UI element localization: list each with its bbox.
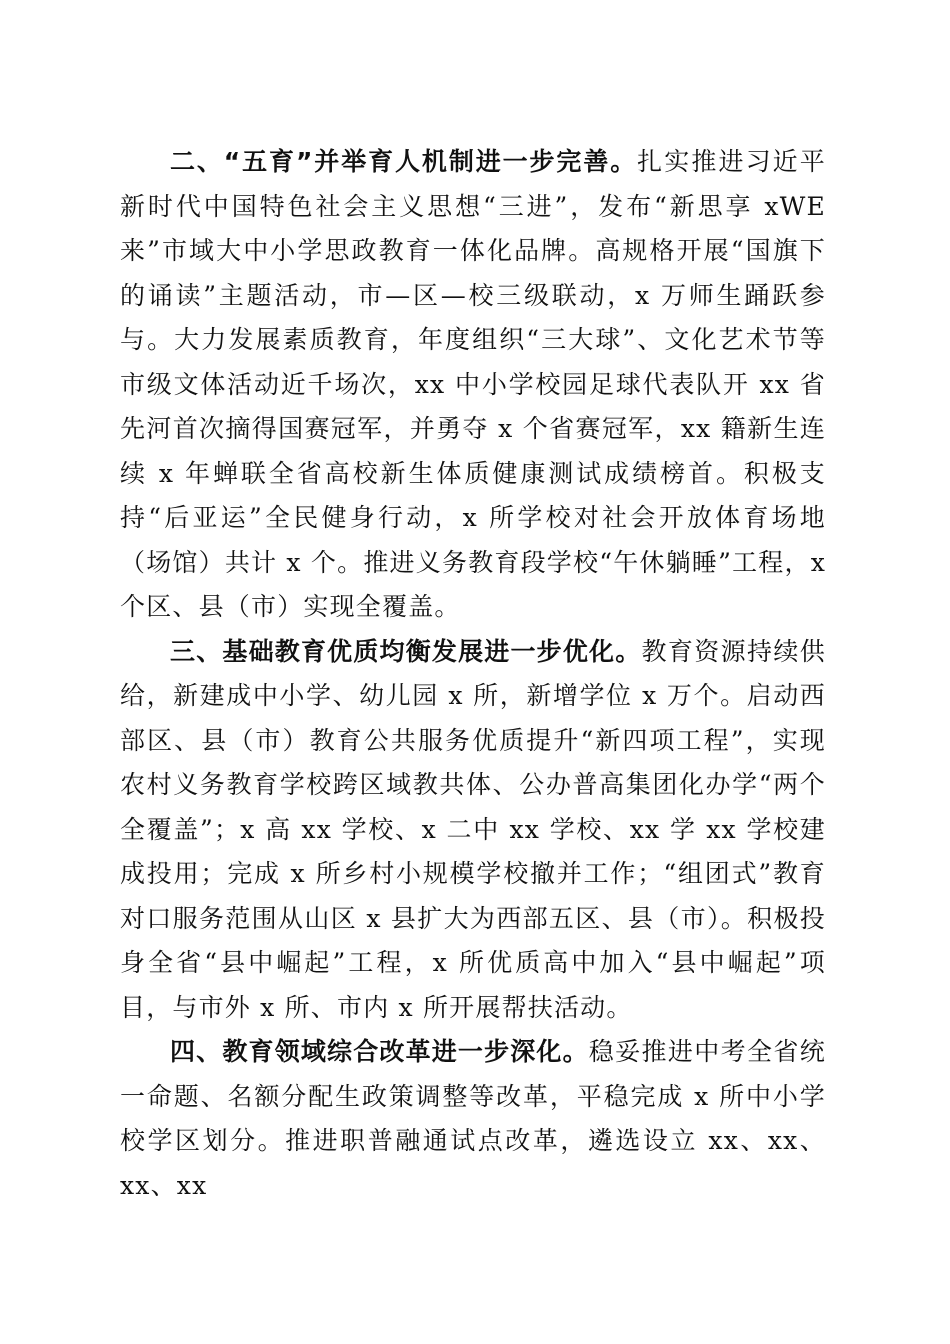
document-body xyxy=(120,140,826,1208)
paragraph-heading: 三、基础教育优质均衡发展进一步优化。 xyxy=(170,636,642,666)
paragraph-reform xyxy=(120,1030,826,1208)
paragraph-heading: 二、“五育”并举育人机制进一步完善。 xyxy=(170,147,638,176)
paragraph-text: 扎实推进习近平新时代中国特色社会主义思想“三进”，发布“新思享 xWE 来”市域大中小学思政教育一体化品牌。高规格开展“国旗下的诵读”主题活动，市—区—校三级联动，x 万师生踊跃参与。大力发展素质教育，年度组织“三大球”、文化艺术节等市级文体活动近千场次，xx 中小学校园足球代表队开 xx 省先河首次摘得国赛冠军，并勇夺 x 个省赛冠军，xx 籍新生连续 x 年蝉联全省高校新生体质健康测试成绩榜首。积极支持“后亚运”全民健身行动，x 所学校对社会开放体育场地（场馆）共计 x 个。推进义务教育段学校“午休躺睡”工程，x 个区、县（市）实现全覆盖。 xyxy=(120,147,826,621)
paragraph-text: 教育资源持续供给，新建成中小学、幼儿园 x 所，新增学位 x 万个。启动西部区、县（市）教育公共服务优质提升“新四项工程”，实现农村义务教育学校跨区域教共体、公办普高集团化办学“两个全覆盖”；x 高 xx 学校、x 二中 xx 学校、xx 学 xx 学校建成投用；完成 x 所乡村小规模学校撤并工作；“组团式”教育对口服务范围从山区 x 县扩大为西部五区、县（市）。积极投身全省“县中崛起”工程，x 所优质高中加入“县中崛起”项目，与市外 x 所、市内 x 所开展帮扶活动。 xyxy=(120,636,826,1022)
paragraph-heading: 四、教育领域综合改革进一步深化。 xyxy=(170,1037,589,1066)
paragraph-basic-education xyxy=(120,630,826,1031)
paragraph-five-education xyxy=(120,140,826,630)
paragraph-text: 稳妥推进中考全省统一命题、名额分配生政策调整等改革，平稳完成 x 所中小学校学区划分。推进职普融通试点改革，遴选设立 xx、xx、xx、xx xyxy=(120,1037,826,1200)
